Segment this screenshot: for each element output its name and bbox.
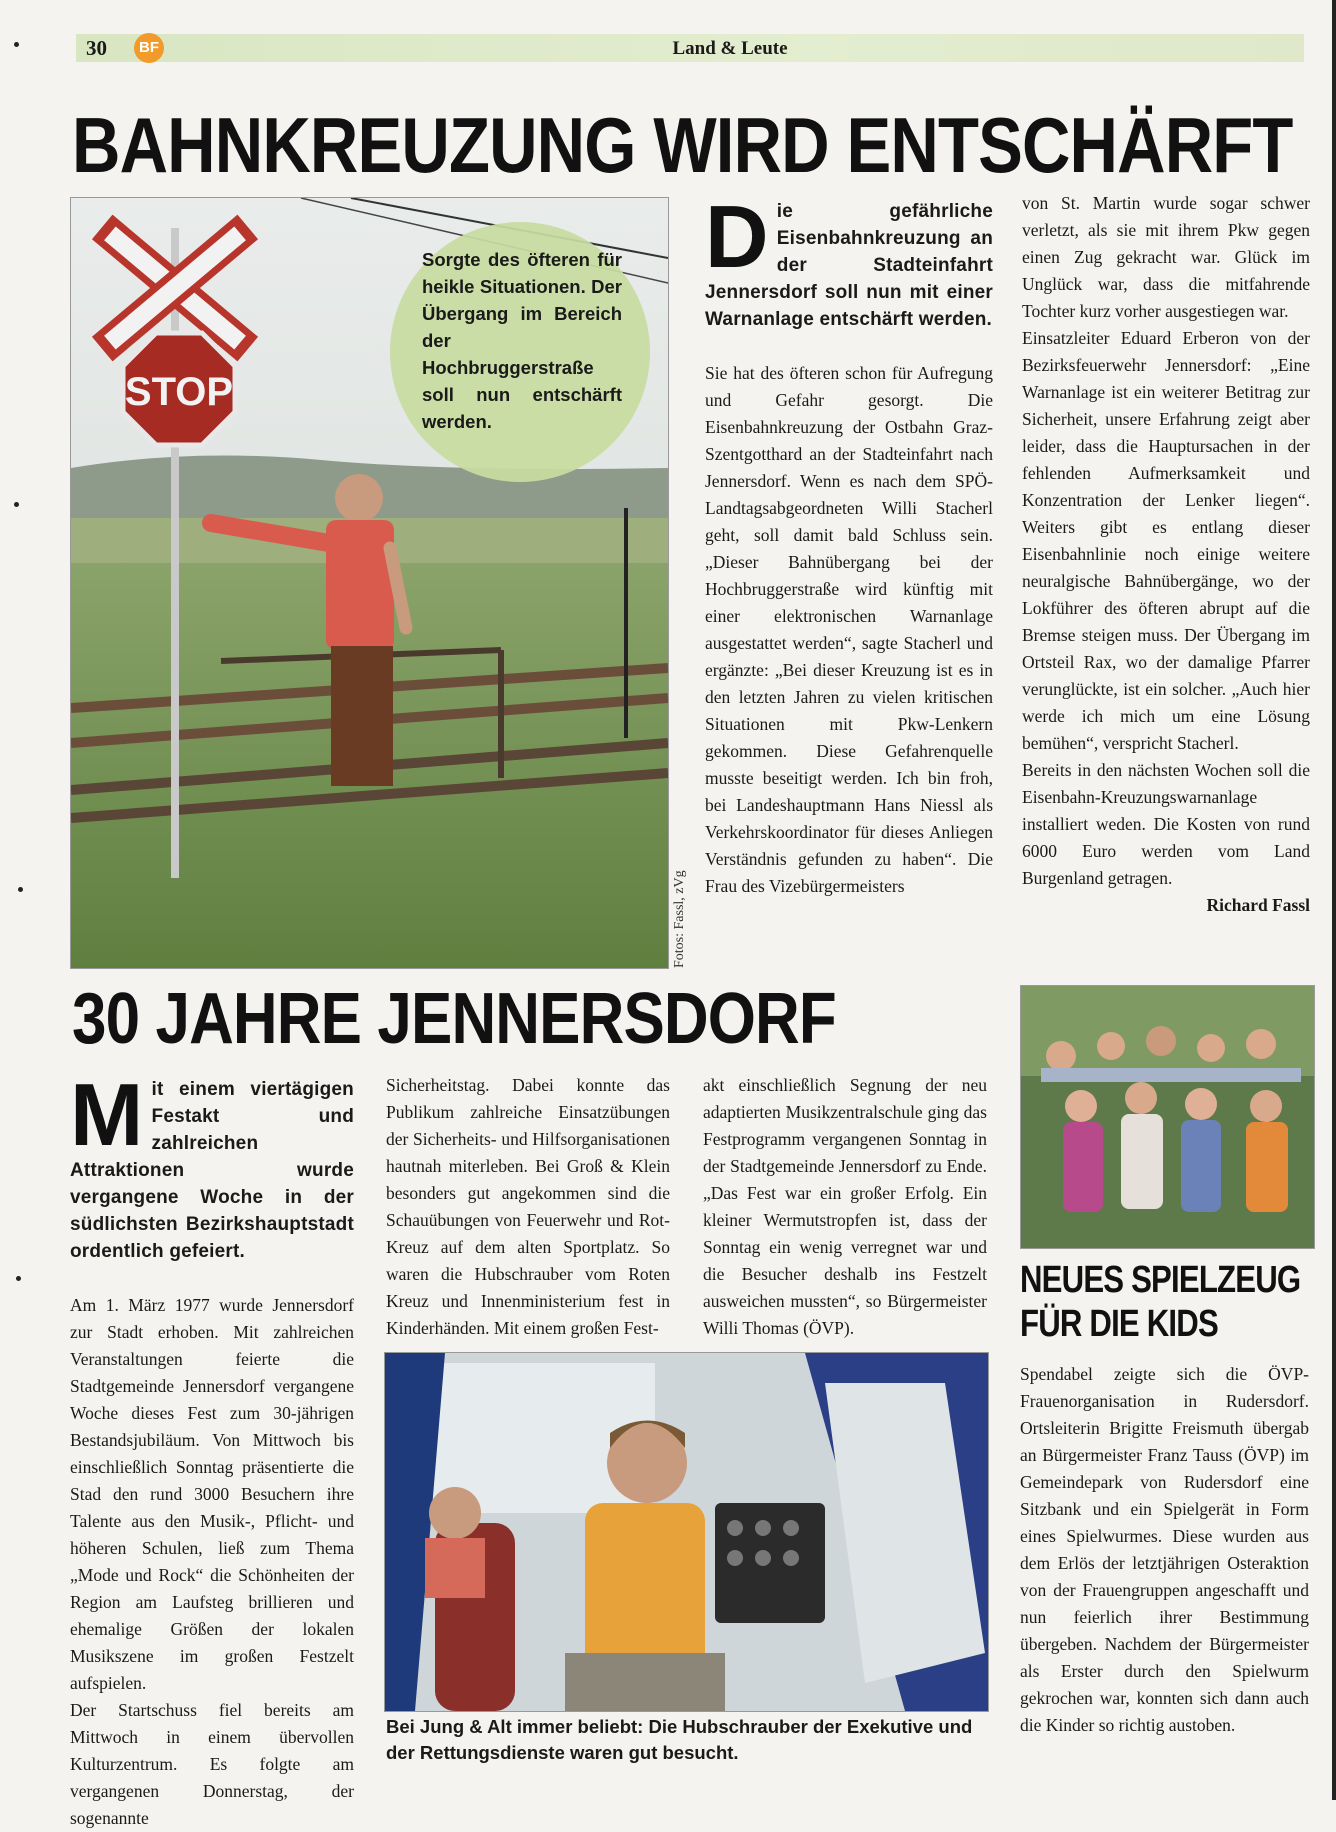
article2-lead xyxy=(70,1065,354,1265)
margin-mark xyxy=(18,887,23,892)
article-headline-spielzeug xyxy=(1020,1258,1300,1346)
author-byline: Richard Fassl xyxy=(1206,895,1310,915)
headline-line: FÜR DIE KIDS xyxy=(1020,1303,1218,1345)
headline-line: NEUES SPIELZEUG xyxy=(1020,1259,1301,1301)
section-title: Land & Leute xyxy=(672,38,788,59)
drop-cap-d: D xyxy=(705,187,769,286)
article1-paragraph: Sie hat des öfteren schon für Aufregung und Gefahr gesorgt. Die Eisenbahnkreuzung der Ostbahn Graz-Szentgotthard an der Stadteinfahrt nach Jennersdorf. Wenn es nach dem SPÖ-Landtagsabgeordneten Willi Stacherl geht, soll damit bald Schluss sein. „Dieser Bahnübergang bei der Hochbruggerstraße wird künftig mit einer elektronischen Warnanlage ausgestattet werden“, sagte Stacherl und ergänzte: „Bei dieser Kreuzung ist es in den letzten Jahren zu vielen kritischen Situationen mit Pkw-Lenkern gekommen. Diese Gefahrenquelle musste beseitigt werden. Ich bin froh, bei Landeshauptmann Hans Niessl als Verkehrskoordinator für dieses Anliegen Verständnis gefunden zu haben“. Die Frau des Vizebürgermeisters xyxy=(705,363,993,896)
photo-credit: Fotos: Fassl, zVg xyxy=(672,870,687,968)
article3-paragraph: Spendabel zeigte sich die ÖVP-Frauenorganisation in Rudersdorf. Ortsleiterin Brigitte Freismuth übergab an Bürgermeister Franz Tauss (ÖVP) im Gemeindepark von Rudersdorf eine Sitzbank und ein Spielgerät in Form eines Spielwurmes. Diese wurden aus dem Erlös der letztjährigen Osteraktion von der Frauengruppen angeschafft und nun feierlich ihrer Bestimmung übergeben. Nachdem der Bürgermeister als Erster durch den Spielwurm gekrochen war, konnten sich dann auch die Kinder so richtig austoben. xyxy=(1020,1364,1309,1735)
article2-paragraph: Der Startschuss fiel bereits am Mittwoch in einem übervollen Kulturzentrum. Es folgte am vergangenen Donnerstag, der sogenannte xyxy=(70,1700,354,1828)
article1-lead-text: ie gefährliche Eisenbahnkreuzung an der Stadteinfahrt Jennersdorf soll nun mit einer Warnanlage entschärft werden. xyxy=(705,201,993,330)
railroad-photo-caption: Sorgte des öfteren für heikle Situationen. Der Übergang im Bereich der Hochbruggerstraße soll nun entschärft werden. xyxy=(422,249,622,432)
article3-body xyxy=(1020,1361,1309,1739)
article1-column-2 xyxy=(705,187,993,900)
article2-column-1 xyxy=(70,1065,354,1832)
article2-column-3 xyxy=(703,1072,987,1342)
article2-body-col1 xyxy=(70,1292,354,1832)
article2-paragraph: Sicherheitstag. Dabei konnte das Publikum zahlreiche Einsatzübungen der Sicherheits- und Hilfsorganisationen hautnah miterleben. Bei Groß & Klein besonders gut angekommen sind die Schauübungen von Feuerwehr und Rot-Kreuz auf dem alten Sportplatz. So waren die Hubschrauber vom Roten Kreuz und Innenministerium fest in Kinderhänden. Mit einem großen Fest- xyxy=(386,1075,670,1338)
article-headline-jennersdorf: 30 JAHRE JENNERSDORF xyxy=(72,979,836,1059)
publication-logo: BF xyxy=(134,33,164,63)
kids-group-illustration xyxy=(1021,986,1314,1248)
article1-lead xyxy=(705,187,993,333)
article2-paragraph: Am 1. März 1977 wurde Jennersdorf zur Stadt erhoben. Mit zahlreichen Veranstaltungen feierte die Stadtgemeinde Jennersdorf vergangene Woche dieses Fest zum 30-jährigen Bestandsjubiläum. Von Mittwoch bis einschließlich Sonntag präsentierte die Stad den rund 3000 Besuchern ihre Talente aus den Musik-, Pflicht- und höheren Schulen, ließ zum Thema „Mode und Rock“ die Schönheiten der Region am Laufsteg brillieren und ehemalige Größen der lokalen Musikszene im großen Festzelt aufspielen. xyxy=(70,1295,354,1693)
article1-column-3 xyxy=(1022,190,1310,919)
scan-edge xyxy=(1332,0,1336,1800)
helicopter-photo xyxy=(384,1352,989,1712)
drop-cap-m: M xyxy=(70,1065,144,1164)
article1-body-col2 xyxy=(705,360,993,900)
article1-paragraph: Bereits in den nächsten Wochen soll die Eisenbahn-Kreuzungswarnanlage installiert weden. Die Kosten von rund 6000 Euro werden vom Land Burgenland getragen. xyxy=(1022,760,1310,888)
article1-paragraph: Einsatzleiter Eduard Erberon von der Bezirksfeuerwehr Jennersdorf: „Eine Warnanlage ist ein weiterer Betitrag zur Sicherheit, unsere Erfahrung zeigt aber leider, dass die Hauptursachen in der fehlenden Aufmerksamkeit und Konzentration der Lenker liegen“. Weiters gibt es entlang dieser Eisenbahnlinie noch einige weitere neuralgische Bahnübergänge, wo der Lokführer des öfteren abrupt auf die Bremse steigen muss. Der Übergang im Ortsteil Rax, wo der damalige Pfarrer verunglückte, ist ein solcher. „Auch hier werde ich mich um eine Lösung bemühen“, verspricht Stacherl. xyxy=(1022,328,1310,753)
margin-mark xyxy=(14,502,19,507)
stop-sign-text: STOP xyxy=(124,370,234,414)
helicopter-photo-caption: Bei Jung & Alt immer beliebt: Die Hubschrauber der Exekutive und der Rettungsdienste waren gut besucht. xyxy=(386,1716,973,1763)
helicopter-cockpit-illustration xyxy=(385,1353,988,1711)
article2-lead-text: it einem viertägigen Festakt und zahlreichen Attraktionen wurde vergangene Woche in der südlichsten Bezirkshauptstadt ordentlich gefeiert. xyxy=(70,1079,354,1262)
article2-column-2 xyxy=(386,1072,670,1342)
margin-mark xyxy=(14,42,19,47)
page-number: 30 xyxy=(86,36,107,60)
article-headline-railroad: BAHNKREUZUNG WIRD ENTSCHÄRFT xyxy=(72,101,1293,189)
article1-paragraph: von St. Martin wurde sogar schwer verletzt, als sie mit ihrem Pkw gegen einen Zug gekracht war. Glück im Unglück war, dass die mitfahrende Tochter kurz vorher ausgestiegen war. xyxy=(1022,193,1310,321)
kids-playground-photo xyxy=(1020,985,1315,1249)
margin-mark xyxy=(16,1276,21,1281)
article2-paragraph: akt einschließlich Segnung der neu adaptierten Musikzentralschule ging das Festprogramm vergangenen Sonntag in der Stadtgemeinde Jennersdorf zu Ende. „Das Fest war ein großer Erfolg. Ein kleiner Wermutstropfen ist, dass der Sonntag ein wenig verregnet war und die Besucher deshalb ins Festzelt ausweichen mussten“, so Bürgermeister Willi Thomas (ÖVP). xyxy=(703,1075,987,1338)
